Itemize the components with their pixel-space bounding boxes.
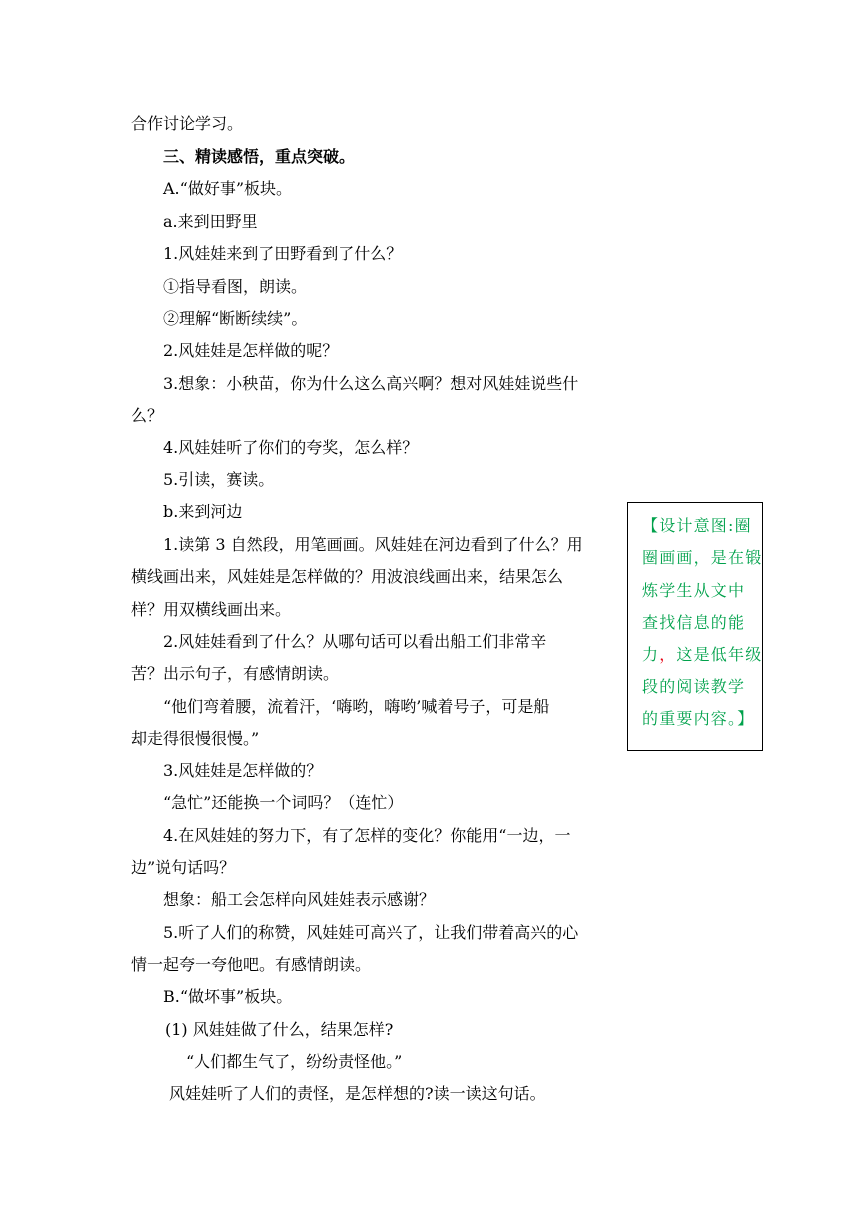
text-line: 想象：船工会怎样向风娃娃表示感谢？ [163,890,436,909]
text-line: 样？用双横线画出来。 [131,600,292,619]
section-heading: 三、精读感悟，重点突破。 [163,147,356,166]
sub-heading: b.来到河边 [163,502,243,521]
note-line: 圈画画，是在锻 [642,548,763,567]
text-line: 横线画出来，风娃娃是怎样做的？用波浪线画出来，结果怎么 [131,567,564,586]
text-line: 3.想象：小秧苗，你为什么这么高兴啊？想对风娃娃说些什 [163,374,579,393]
text-line: ①指导看图，朗读。 [163,277,308,296]
note-line: 炼学生从文中 [642,581,746,600]
text-line: 苦？出示句子，有感情朗读。 [131,664,340,683]
note-line: 段的阅读教学 [642,677,746,696]
text-line: ②理解“断断续续”。 [163,309,308,328]
text-line: 1.风娃娃来到了田野看到了什么？ [163,244,403,263]
block-heading: A.“做好事”板块。 [163,179,293,198]
text-line: 2.风娃娃看到了什么？从哪句话可以看出船工们非常辛 [163,632,547,651]
text-line: 边”说句话吗？ [131,858,236,877]
text-line: 2.风娃娃是怎样做的呢？ [163,341,339,360]
note-line [642,645,762,665]
text-line: 1.读第 3 自然段，用笔画画。风娃娃在河边看到了什么？用 [163,535,583,554]
sub-heading: a.来到田野里 [163,212,258,231]
text-line: 合作讨论学习。 [131,114,244,133]
note-line: 的重要内容。】 [642,709,755,728]
design-intent-note [627,502,763,751]
quote-line: “他们弯着腰，流着汗，‘嗨哟，嗨哟’喊着号子，可是船 [163,697,550,716]
note-line: 查找信息的能 [642,613,746,632]
quote-line: 却走得很慢很慢。” [131,729,260,748]
text-line: 5.引读，赛读。 [163,470,275,489]
note-line: 【设计意图:圈 [642,516,752,535]
text-line: 4.在风娃娃的努力下，有了怎样的变化？你能用“一边，一 [163,826,571,845]
text-line: 5.听了人们的称赞，风娃娃可高兴了，让我们带着高兴的心 [163,923,579,942]
text-line: 么？ [131,406,164,425]
text-line: (1) 风娃娃做了什么，结果怎样? [165,1020,394,1039]
note-fragment-red: ，这是低年级 [659,645,763,664]
text-line: 4.风娃娃听了你们的夸奖，怎么样？ [163,438,419,457]
text-line: 情一起夸一夸他吧。有感情朗读。 [131,955,372,974]
block-heading: B.“做坏事”板块。 [163,987,293,1006]
text-line: 3.风娃娃是怎样做的？ [163,761,323,780]
text-line: “急忙”还能换一个词吗？（连忙） [163,793,404,812]
quote-line: “人们都生气了，纷纷责怪他。” [186,1052,403,1071]
text-line: 风娃娃听了人们的责怪，是怎样想的?读一读这句话。 [169,1084,546,1103]
note-fragment: 力 [642,645,660,664]
